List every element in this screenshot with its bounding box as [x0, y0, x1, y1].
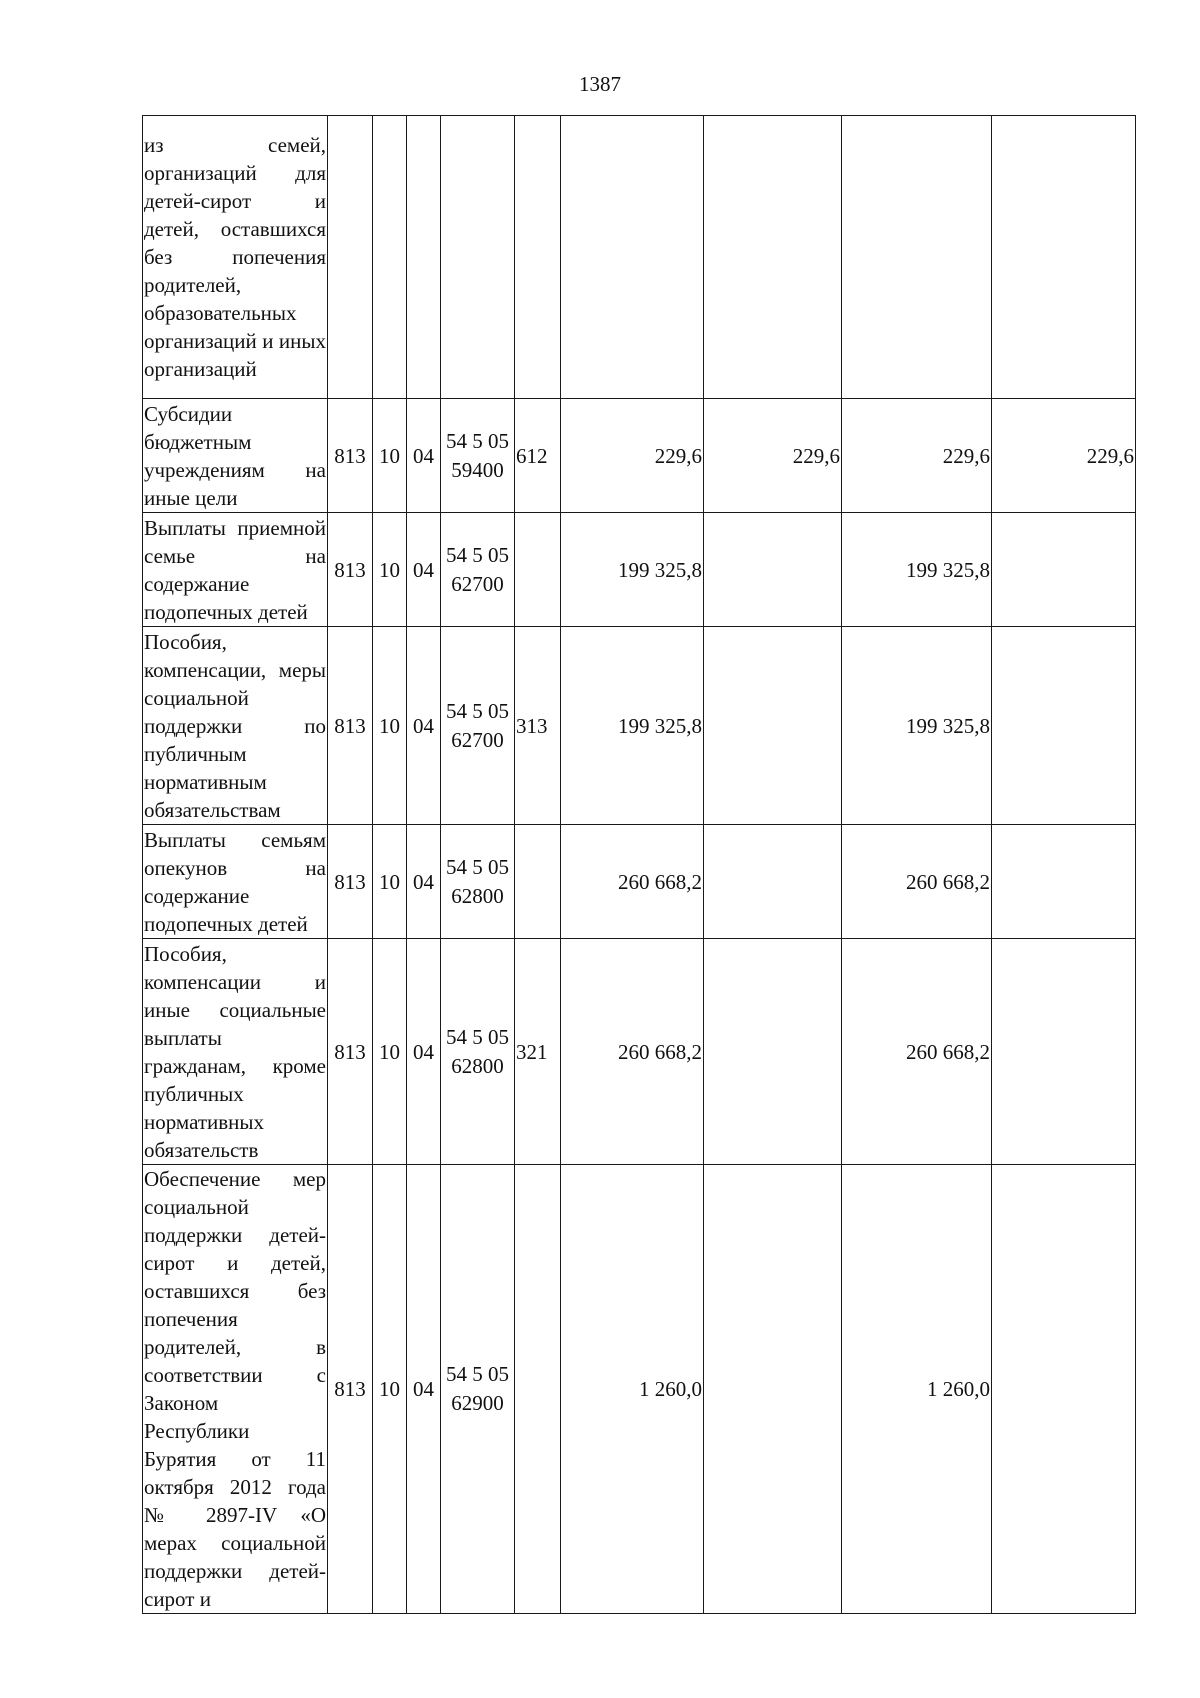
pr-cell: 04	[407, 399, 441, 513]
sum1-cell: 199 325,8	[561, 627, 704, 825]
sum1-cell: 199 325,8	[561, 513, 704, 627]
sum2-sub-cell	[992, 627, 1136, 825]
csr-cell: 54 5 05 62700	[441, 513, 515, 627]
pr-cell: 04	[407, 1165, 441, 1614]
sum1-sub-cell: 229,6	[704, 399, 842, 513]
row-name-cell: из семей, организаций для детей-сирот и детей, оставшихся без попечения родителей, образовательных организаций и иных организаций	[143, 116, 328, 399]
sum1-sub-cell	[704, 1165, 842, 1614]
csr-cell: 54 5 05 62800	[441, 939, 515, 1165]
sum1-sub-cell	[704, 825, 842, 939]
pr-cell: 04	[407, 825, 441, 939]
gl-cell: 813	[328, 825, 373, 939]
row-name-cell: Обеспечение мер социальной поддержки детей-сирот и детей, оставшихся без попечения родителей, в соответствии с Законом Республики Бурятия от 11 октября 2012 года № 2897-IV «О мерах социальной поддержки детей-сирот и	[143, 1165, 328, 1614]
table-row	[143, 116, 1136, 399]
csr-cell: 54 5 05 62900	[441, 1165, 515, 1614]
vr-cell	[515, 513, 561, 627]
sum2-cell: 199 325,8	[842, 627, 992, 825]
gl-cell: 813	[328, 1165, 373, 1614]
sum1-cell: 260 668,2	[561, 825, 704, 939]
sum2-sub-cell	[992, 513, 1136, 627]
sum1-sub-cell	[704, 513, 842, 627]
sum1-sub-cell	[704, 939, 842, 1165]
page-number: 1387	[579, 72, 621, 96]
table-row	[143, 825, 1136, 939]
table-row	[143, 399, 1136, 513]
gl-cell: 813	[328, 627, 373, 825]
table-row	[143, 513, 1136, 627]
sum2-cell: 260 668,2	[842, 939, 992, 1165]
pr-cell: 04	[407, 939, 441, 1165]
vr-cell	[515, 116, 561, 399]
vr-cell	[515, 1165, 561, 1614]
sum1-cell	[561, 116, 704, 399]
sum2-cell: 199 325,8	[842, 513, 992, 627]
gl-cell: 813	[328, 399, 373, 513]
vr-cell: 313	[515, 627, 561, 825]
table-row	[143, 1165, 1136, 1614]
sum2-sub-cell	[992, 939, 1136, 1165]
rz-cell: 10	[373, 513, 407, 627]
csr-cell: 54 5 05 62700	[441, 627, 515, 825]
vr-cell	[515, 825, 561, 939]
gl-cell: 813	[328, 939, 373, 1165]
vr-cell: 612	[515, 399, 561, 513]
row-name-cell: Пособия, компенсации, меры социальной поддержки по публичным нормативным обязательствам	[143, 627, 328, 825]
sum1-sub-cell	[704, 116, 842, 399]
sum2-sub-cell: 229,6	[992, 399, 1136, 513]
table-row	[143, 939, 1136, 1165]
sum2-sub-cell	[992, 1165, 1136, 1614]
sum1-cell: 260 668,2	[561, 939, 704, 1165]
rz-cell: 10	[373, 399, 407, 513]
gl-cell: 813	[328, 513, 373, 627]
sum2-sub-cell	[992, 116, 1136, 399]
rz-cell: 10	[373, 825, 407, 939]
sum2-cell	[842, 116, 992, 399]
row-name-cell: Выплаты приемной семье на содержание подопечных детей	[143, 513, 328, 627]
table-row	[143, 627, 1136, 825]
pr-cell	[407, 116, 441, 399]
pr-cell: 04	[407, 513, 441, 627]
sum1-sub-cell	[704, 627, 842, 825]
rz-cell: 10	[373, 939, 407, 1165]
row-name-cell: Субсидии бюджетным учреждениям на иные цели	[143, 399, 328, 513]
csr-cell: 54 5 05 59400	[441, 399, 515, 513]
budget-table	[142, 115, 1136, 1614]
row-name-cell: Выплаты семьям опекунов на содержание подопечных детей	[143, 825, 328, 939]
sum2-cell: 1 260,0	[842, 1165, 992, 1614]
csr-cell: 54 5 05 62800	[441, 825, 515, 939]
sum1-cell: 1 260,0	[561, 1165, 704, 1614]
sum1-cell: 229,6	[561, 399, 704, 513]
pr-cell: 04	[407, 627, 441, 825]
sum2-cell: 260 668,2	[842, 825, 992, 939]
row-name-cell: Пособия, компенсации и иные социальные выплаты гражданам, кроме публичных нормативных обязательств	[143, 939, 328, 1165]
sum2-cell: 229,6	[842, 399, 992, 513]
rz-cell: 10	[373, 1165, 407, 1614]
vr-cell: 321	[515, 939, 561, 1165]
rz-cell: 10	[373, 627, 407, 825]
rz-cell	[373, 116, 407, 399]
sum2-sub-cell	[992, 825, 1136, 939]
csr-cell	[441, 116, 515, 399]
gl-cell	[328, 116, 373, 399]
